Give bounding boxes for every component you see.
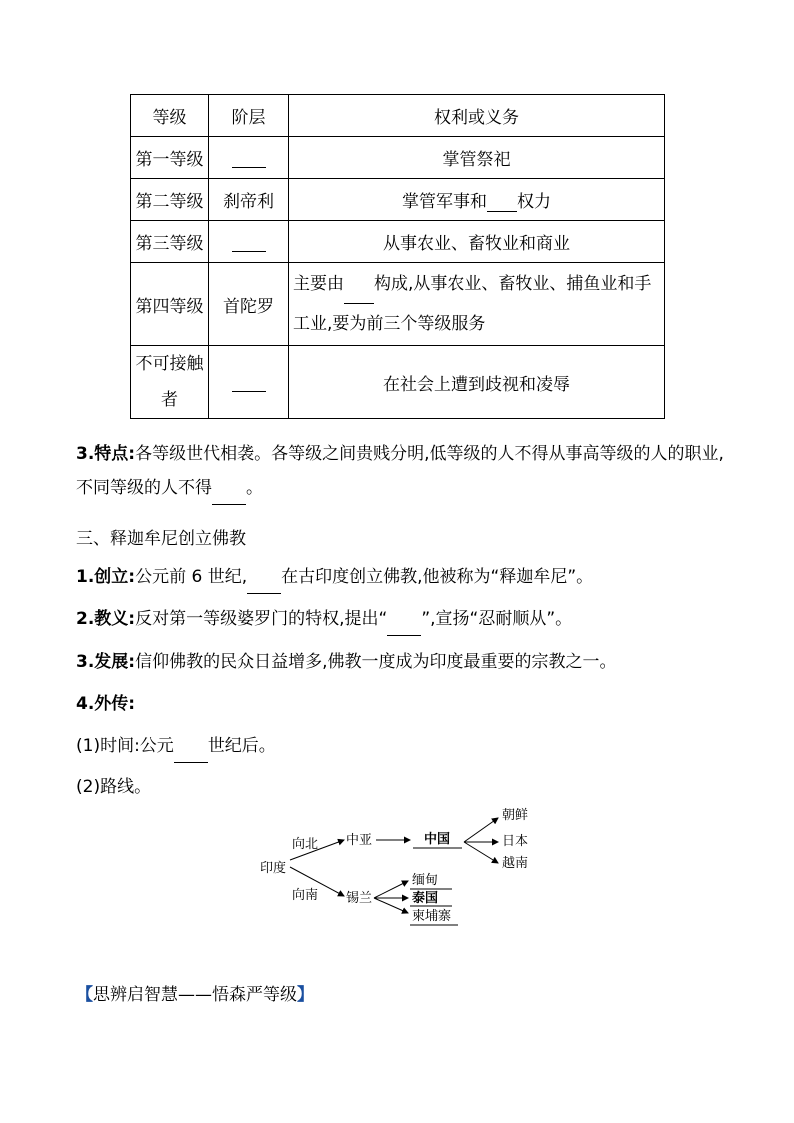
route-paragraph: (2)路线。 bbox=[76, 777, 152, 797]
time-text-end: 世纪后。 bbox=[207, 736, 276, 756]
fill-blank bbox=[344, 285, 374, 304]
fill-blank bbox=[174, 744, 208, 763]
class-cell bbox=[209, 137, 289, 179]
spread-heading bbox=[76, 687, 726, 721]
duty-text: 权力 bbox=[517, 192, 551, 212]
bracket-open: 【 bbox=[76, 985, 93, 1005]
section-title: 三、释迦牟尼创立佛教 bbox=[76, 529, 246, 549]
duty-text: 主要由 bbox=[293, 274, 344, 294]
features-text: 各等级世代相袭。各等级之间贵贱分明,低等级的人不得从事高等级的人的职业,不同等级的人不得 bbox=[76, 444, 724, 498]
origin-label: 印度 bbox=[260, 861, 287, 876]
table-row bbox=[131, 179, 665, 221]
class-cell bbox=[209, 346, 289, 419]
table-header-cell: 权利或义务 bbox=[289, 95, 665, 137]
development-paragraph bbox=[76, 645, 726, 679]
bracket-close: 】 bbox=[297, 985, 314, 1005]
fill-blank bbox=[232, 373, 266, 392]
north-label: 向北 bbox=[292, 837, 319, 852]
caste-table bbox=[130, 94, 665, 419]
features-label: 3.特点: bbox=[76, 444, 136, 464]
thailand-label: 泰国 bbox=[412, 891, 439, 906]
spread-label: 4.外传: bbox=[76, 694, 136, 714]
table-row bbox=[131, 137, 665, 179]
cambodia-label: 柬埔寨 bbox=[412, 909, 452, 924]
to-burma-arrow bbox=[374, 881, 408, 898]
level-cell: 第四等级 bbox=[131, 263, 209, 346]
level-cell: 第三等级 bbox=[131, 221, 209, 263]
founding-text: 公元前 6 世纪, bbox=[135, 567, 248, 587]
founding-text-end: 在古印度创立佛教,他被称为“释迦牟尼”。 bbox=[281, 567, 594, 587]
level-cell: 不可接触者 bbox=[131, 346, 209, 419]
korea-label: 朝鲜 bbox=[502, 808, 529, 823]
founding-paragraph bbox=[76, 560, 726, 594]
class-cell: 刹帝利 bbox=[209, 179, 289, 221]
vietnam-label: 越南 bbox=[502, 856, 529, 871]
duty-text: 掌管军事和 bbox=[402, 192, 487, 212]
south-label: 向南 bbox=[292, 888, 319, 903]
duty-cell: 从事农业、畜牧业和商业 bbox=[289, 221, 665, 263]
central-asia-label: 中亚 bbox=[346, 833, 373, 848]
table-header-row bbox=[131, 95, 665, 137]
time-text: (1)时间:公元 bbox=[76, 736, 174, 756]
duty-cell bbox=[289, 179, 665, 221]
table-header-cell: 阶层 bbox=[209, 95, 289, 137]
burma-label: 缅甸 bbox=[412, 873, 439, 888]
fill-blank bbox=[232, 149, 266, 168]
development-text: 信仰佛教的民众日益增多,佛教一度成为印度最重要的宗教之一。 bbox=[135, 652, 617, 672]
development-label: 3.发展: bbox=[76, 652, 136, 672]
table-row bbox=[131, 221, 665, 263]
class-cell bbox=[209, 221, 289, 263]
table-row bbox=[131, 346, 665, 419]
table-row bbox=[131, 263, 665, 346]
fill-blank bbox=[247, 575, 281, 594]
level-cell: 第二等级 bbox=[131, 179, 209, 221]
table-header-cell: 等级 bbox=[131, 95, 209, 137]
fill-blank bbox=[212, 486, 246, 505]
duty-cell: 在社会上遭到歧视和凌辱 bbox=[289, 346, 665, 419]
thinking-section-title bbox=[76, 980, 314, 1005]
duty-cell: 掌管祭祀 bbox=[289, 137, 665, 179]
ceylon-label: 锡兰 bbox=[346, 891, 373, 906]
fill-blank bbox=[232, 233, 266, 252]
duty-cell bbox=[289, 263, 665, 346]
china-label: 中国 bbox=[424, 832, 451, 847]
doctrine-label: 2.教义: bbox=[76, 609, 136, 629]
to-cambodia-arrow bbox=[374, 898, 408, 913]
duty-text: 构成,从事农业、畜牧业、捕鱼业和手工业,要为前三个等级服务 bbox=[293, 274, 652, 334]
fill-blank bbox=[487, 193, 517, 212]
features-paragraph bbox=[76, 437, 726, 505]
time-paragraph bbox=[76, 729, 726, 763]
japan-label: 日本 bbox=[502, 834, 529, 849]
founding-label: 1.创立: bbox=[76, 567, 136, 587]
doctrine-text-end: ”,宣扬“忍耐顺从”。 bbox=[421, 609, 573, 629]
to-vietnam-arrow bbox=[464, 842, 498, 863]
class-cell: 首陀罗 bbox=[209, 263, 289, 346]
doctrine-text: 反对第一等级婆罗门的特权,提出“ bbox=[135, 609, 388, 629]
doctrine-paragraph bbox=[76, 602, 726, 636]
route-svg bbox=[250, 805, 550, 930]
level-cell: 第一等级 bbox=[131, 137, 209, 179]
spread-route-diagram bbox=[250, 805, 550, 930]
fill-blank bbox=[387, 617, 421, 636]
to-korea-arrow bbox=[464, 818, 498, 842]
thinking-title-text: 思辨启智慧——悟森严等级 bbox=[93, 985, 297, 1005]
features-text-end: 。 bbox=[246, 478, 263, 498]
